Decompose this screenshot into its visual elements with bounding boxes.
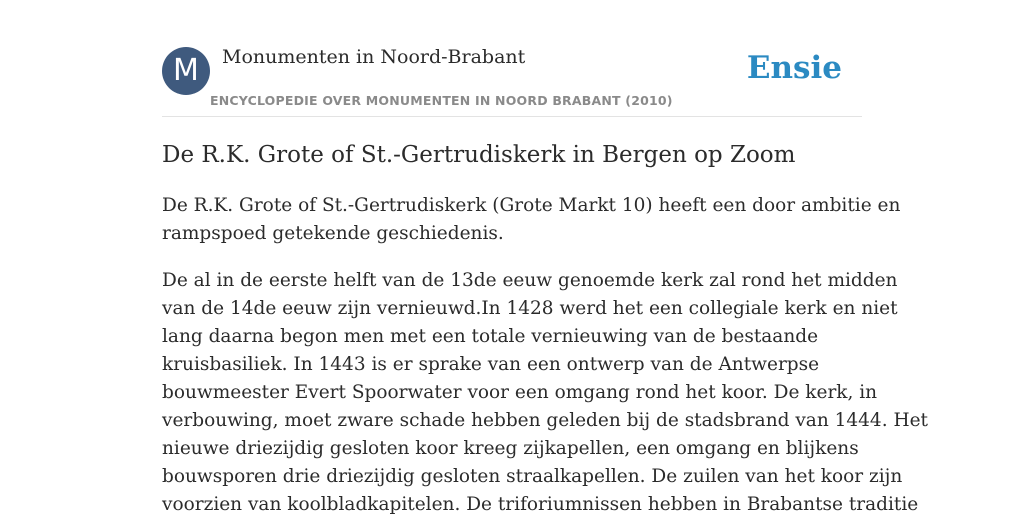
avatar[interactable]: M: [162, 47, 210, 95]
paragraph-line: De R.K. Grote of St.-Gertrudiskerk (Grote Markt 10) heeft een door ambitie en: [162, 195, 901, 216]
paragraph-line: rampspoed getekende geschiedenis.: [162, 223, 504, 244]
paragraph-line: bouwsporen drie driezijdig gesloten straalkapellen. De zuilen van het koor zijn: [162, 466, 903, 487]
site-subtitle: ENCYCLOPEDIE OVER MONUMENTEN IN NOORD BRABANT (2010): [210, 93, 673, 108]
paragraph-line: nieuwe driezijdig gesloten koor kreeg zijkapellen, een omgang en blijkens: [162, 438, 859, 459]
article-paragraph-1: [162, 192, 901, 248]
page-container: [162, 0, 928, 515]
paragraph-line: bouwmeester Evert Spoorwater voor een omgang rond het koor. De kerk, in: [162, 382, 878, 403]
brand-logo-link[interactable]: Ensie: [746, 50, 842, 86]
article-title: De R.K. Grote of St.-Gertrudiskerk in Bergen op Zoom: [162, 142, 796, 168]
paragraph-line: verbouwing, moet zware schade hebben geleden bij de stadsbrand van 1444. Het: [162, 410, 928, 431]
paragraph-line: De al in de eerste helft van de 13de eeuw genoemde kerk zal rond het midden: [162, 270, 898, 291]
article-paragraph-2: [162, 267, 928, 519]
site-title-link[interactable]: Monumenten in Noord-Brabant: [222, 46, 526, 68]
paragraph-line: voorzien van koolbladkapitelen. De triforiumnissen hebben in Brabantse traditie: [162, 494, 919, 515]
paragraph-line: van de 14de eeuw zijn vernieuwd.In 1428 werd het een collegiale kerk en niet: [162, 298, 898, 319]
site-header: [162, 0, 862, 117]
paragraph-line: lang daarna begon men met een totale vernieuwing van de bestaande: [162, 326, 819, 347]
paragraph-line: kruisbasiliek. In 1443 is er sprake van een ontwerp van de Antwerpse: [162, 354, 820, 375]
